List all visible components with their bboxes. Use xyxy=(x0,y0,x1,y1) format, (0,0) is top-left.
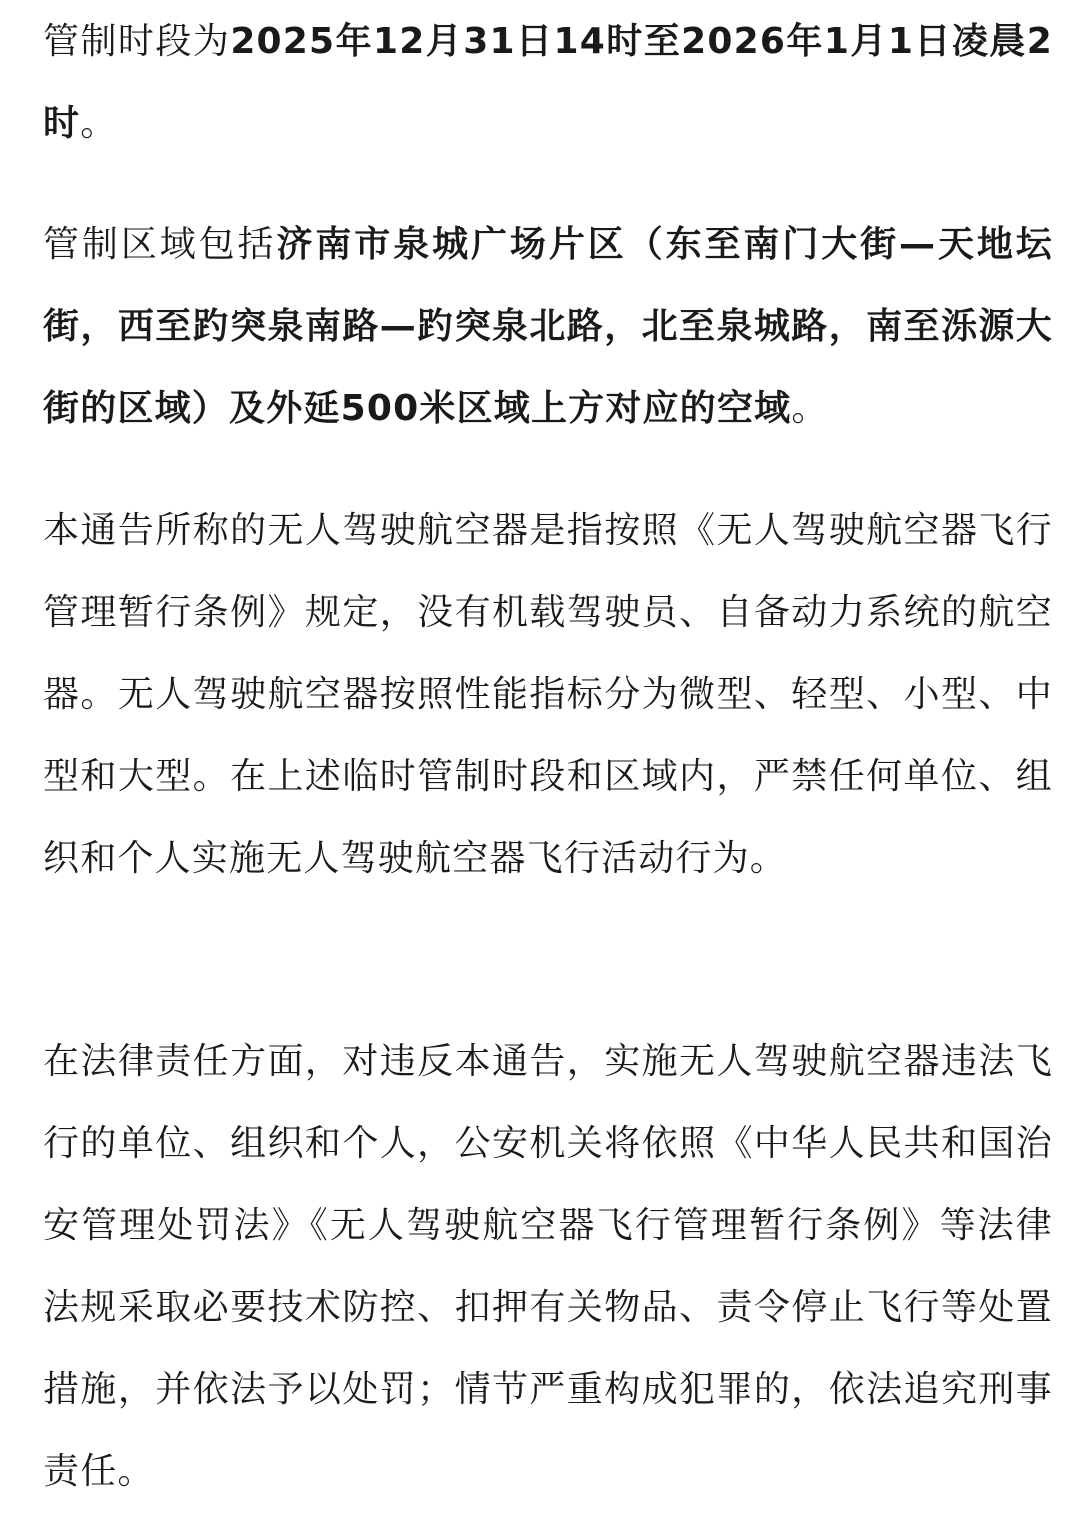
paragraph-uav-definition xyxy=(43,490,1053,900)
paragraph-text: 在法律责任方面，对违反本通告，实施无人驾驶航空器违法飞行的单位、组织和个人，公安机关将依照《中华人民共和国治安管理处罚法》《无人驾驶航空器飞行管理暂行条例》等法律法规采取必要技术防控、扣押有关物品、责令停止飞行等处置措施，并依法予以处罚；情节严重构成犯罪的，依法追究刑事责任。 xyxy=(43,1041,1053,1492)
paragraph-punctuation: 。 xyxy=(791,388,829,429)
paragraph-bold-text: 2025年12月31日14时至2026年1月1日凌晨2时 xyxy=(43,21,1053,144)
paragraph-text: 本通告所称的无人驾驶航空器是指按照《无人驾驶航空器飞行管理暂行条例》规定，没有机载驾驶员、自备动力系统的航空器。无人驾驶航空器按照性能指标分为微型、轻型、小型、中型和大型。在上述临时管制时段和区域内，严禁任何单位、组织和个人实施无人驾驶航空器飞行活动行为。 xyxy=(43,510,1053,879)
paragraph-bold-text: 济南市泉城广场片区（东至南门大街—天地坛街，西至趵突泉南路—趵突泉北路，北至泉城路，南至泺源大街的区域）及外延500米区域上方对应的空域 xyxy=(43,224,1053,429)
paragraph-text: 管制时段为 xyxy=(43,21,231,62)
paragraph-punctuation: 。 xyxy=(80,103,118,144)
paragraph-text: 管制区域包括 xyxy=(43,224,277,265)
paragraph-control-area xyxy=(43,204,1053,450)
paragraph-control-period xyxy=(43,1,1053,165)
paragraph-legal-liability xyxy=(43,1021,1053,1513)
